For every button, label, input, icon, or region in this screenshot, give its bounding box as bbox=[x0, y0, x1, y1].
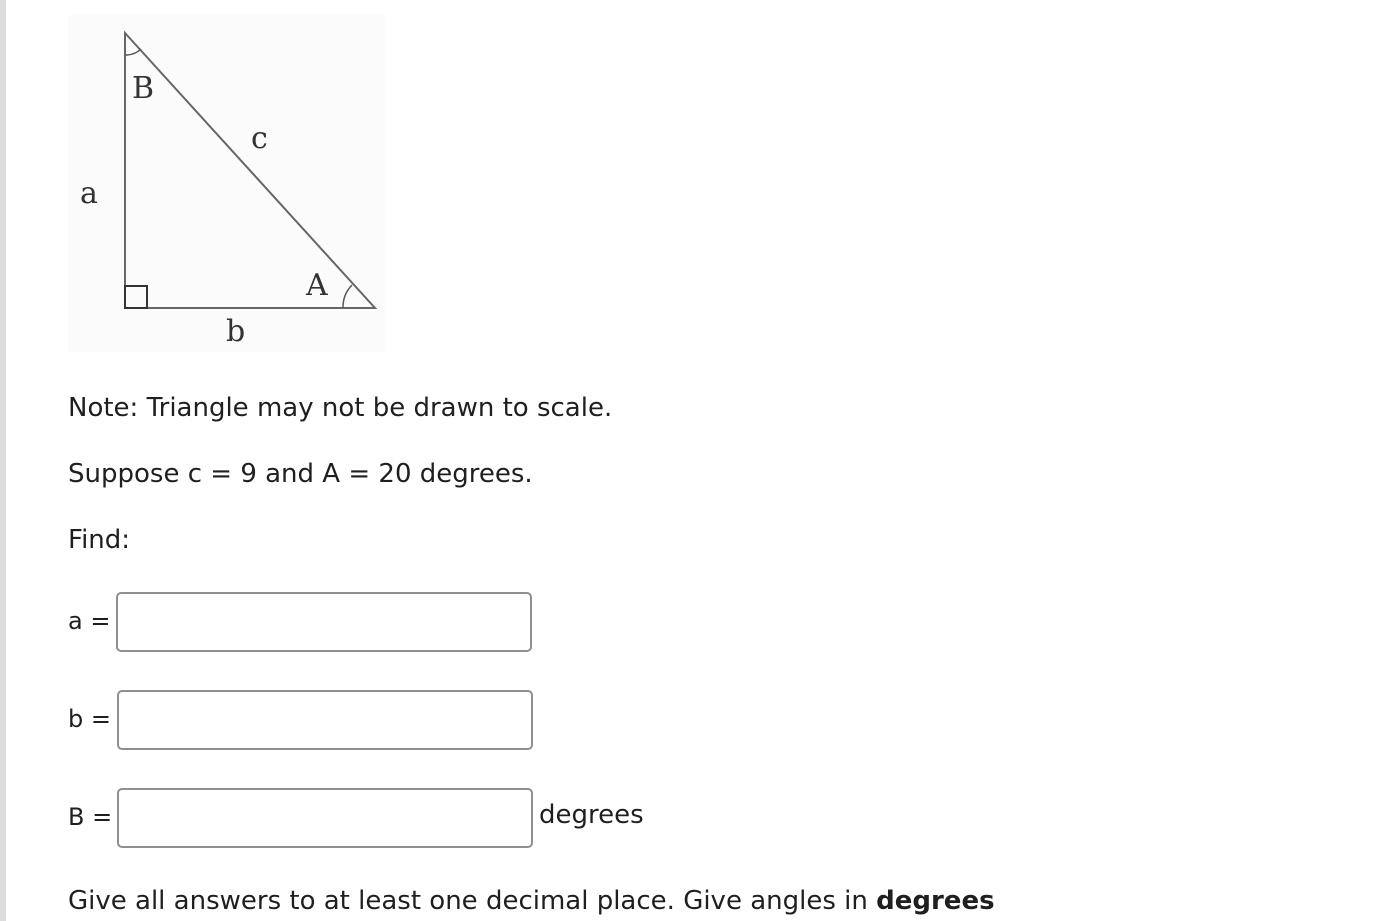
triangle-outline bbox=[125, 33, 375, 308]
field-row-angle-b bbox=[68, 788, 688, 848]
scale-note: Note: Triangle may not be drawn to scale. bbox=[68, 393, 613, 423]
answer-input-b[interactable] bbox=[117, 690, 533, 750]
angle-a-label: A bbox=[306, 268, 328, 303]
triangle-figure bbox=[68, 15, 385, 352]
field-label-a: a = bbox=[68, 607, 111, 635]
degrees-unit-label: degrees bbox=[539, 800, 644, 830]
answer-input-angle-b[interactable] bbox=[117, 788, 533, 848]
left-border bbox=[0, 0, 6, 921]
side-c-label: c bbox=[251, 121, 268, 156]
field-row-b bbox=[68, 690, 528, 750]
side-a-label: a bbox=[80, 176, 98, 211]
right-angle-marker bbox=[125, 286, 147, 308]
field-row-a bbox=[68, 592, 528, 652]
angle-b-label: B bbox=[132, 71, 155, 106]
instructions bbox=[68, 885, 995, 917]
angle-b-arc bbox=[125, 49, 141, 55]
find-heading: Find: bbox=[68, 525, 131, 555]
side-b-label: b bbox=[226, 314, 246, 349]
angle-a-arc bbox=[343, 285, 352, 308]
field-label-b: b = bbox=[68, 705, 111, 733]
answer-input-a[interactable] bbox=[116, 592, 532, 652]
field-label-angle-b: B = bbox=[68, 803, 113, 831]
instructions-text: Give all answers to at least one decimal place. Give angles in bbox=[68, 886, 877, 916]
problem-statement: Suppose c = 9 and A = 20 degrees. bbox=[68, 459, 533, 489]
instructions-emphasis: degrees bbox=[876, 886, 995, 916]
triangle-diagram bbox=[68, 15, 385, 352]
